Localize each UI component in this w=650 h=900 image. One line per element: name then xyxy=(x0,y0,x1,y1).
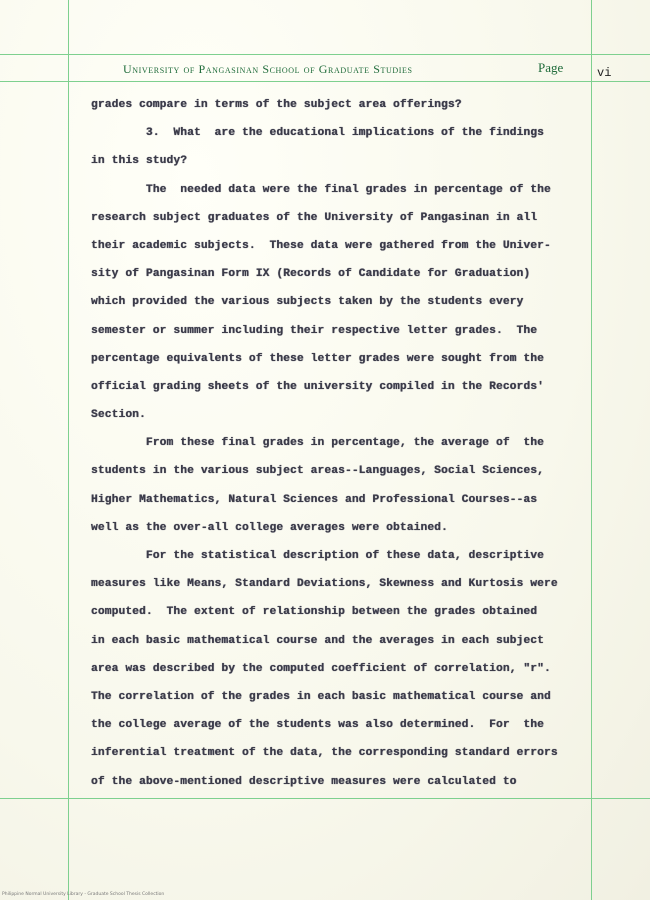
text-line: the college average of the students was also determined. For the xyxy=(91,719,544,732)
text-line: sity of Pangasinan Form IX (Records of Candidate for Graduation) xyxy=(91,268,531,281)
text-line: area was described by the computed coefficient of correlation, "r". xyxy=(91,662,551,675)
body-text xyxy=(91,91,591,796)
text-line: well as the over-all college averages were obtained. xyxy=(91,521,448,534)
text-line: which provided the various subjects taken by the students every xyxy=(91,296,524,309)
text-line: in this study? xyxy=(91,155,188,168)
text-line: Higher Mathematics, Natural Sciences and Professional Courses--as xyxy=(91,493,538,506)
text-line: The needed data were the final grades in percentage of the xyxy=(91,183,551,196)
text-line: their academic subjects. These data were gathered from the Univer- xyxy=(91,239,551,252)
bottom-rule-line xyxy=(0,798,650,799)
text-line: 3. What are the educational implications of the findings xyxy=(91,127,544,140)
footer-note: Philippine Normal University Library - Graduate School Thesis Collection xyxy=(2,892,165,897)
text-line: of the above-mentioned descriptive measures were calculated to xyxy=(91,775,517,788)
right-margin-line xyxy=(591,0,592,900)
header-title: University of Pangasinan School of Graduate Studies xyxy=(123,62,413,76)
text-line: computed. The extent of relationship between the grades obtained xyxy=(91,606,538,619)
header-rule-line xyxy=(0,81,650,82)
text-line: research subject graduates of the University of Pangasinan in all xyxy=(91,211,538,224)
text-line: The correlation of the grades in each basic mathematical course and xyxy=(91,690,551,703)
text-line: percentage equivalents of these letter grades were sought from the xyxy=(91,352,544,365)
text-line: grades compare in terms of the subject area offerings? xyxy=(91,99,462,111)
text-line: From these final grades in percentage, the average of the xyxy=(91,437,544,450)
top-rule-line xyxy=(0,54,650,55)
text-line: Section. xyxy=(91,409,146,422)
page-number: vi xyxy=(597,66,612,80)
text-line: in each basic mathematical course and the averages in each subject xyxy=(91,634,544,647)
text-line: official grading sheets of the university compiled in the Records' xyxy=(91,380,544,393)
left-margin-line xyxy=(68,0,69,900)
text-line: semester or summer including their respective letter grades. The xyxy=(91,324,538,337)
text-line: students in the various subject areas--Languages, Social Sciences, xyxy=(91,465,544,478)
header-page-label: Page xyxy=(538,60,564,75)
text-line: inferential treatment of the data, the corresponding standard errors xyxy=(91,747,558,760)
text-line: measures like Means, Standard Deviations, Skewness and Kurtosis were xyxy=(91,578,558,591)
text-line: For the statistical description of these data, descriptive xyxy=(91,550,544,562)
